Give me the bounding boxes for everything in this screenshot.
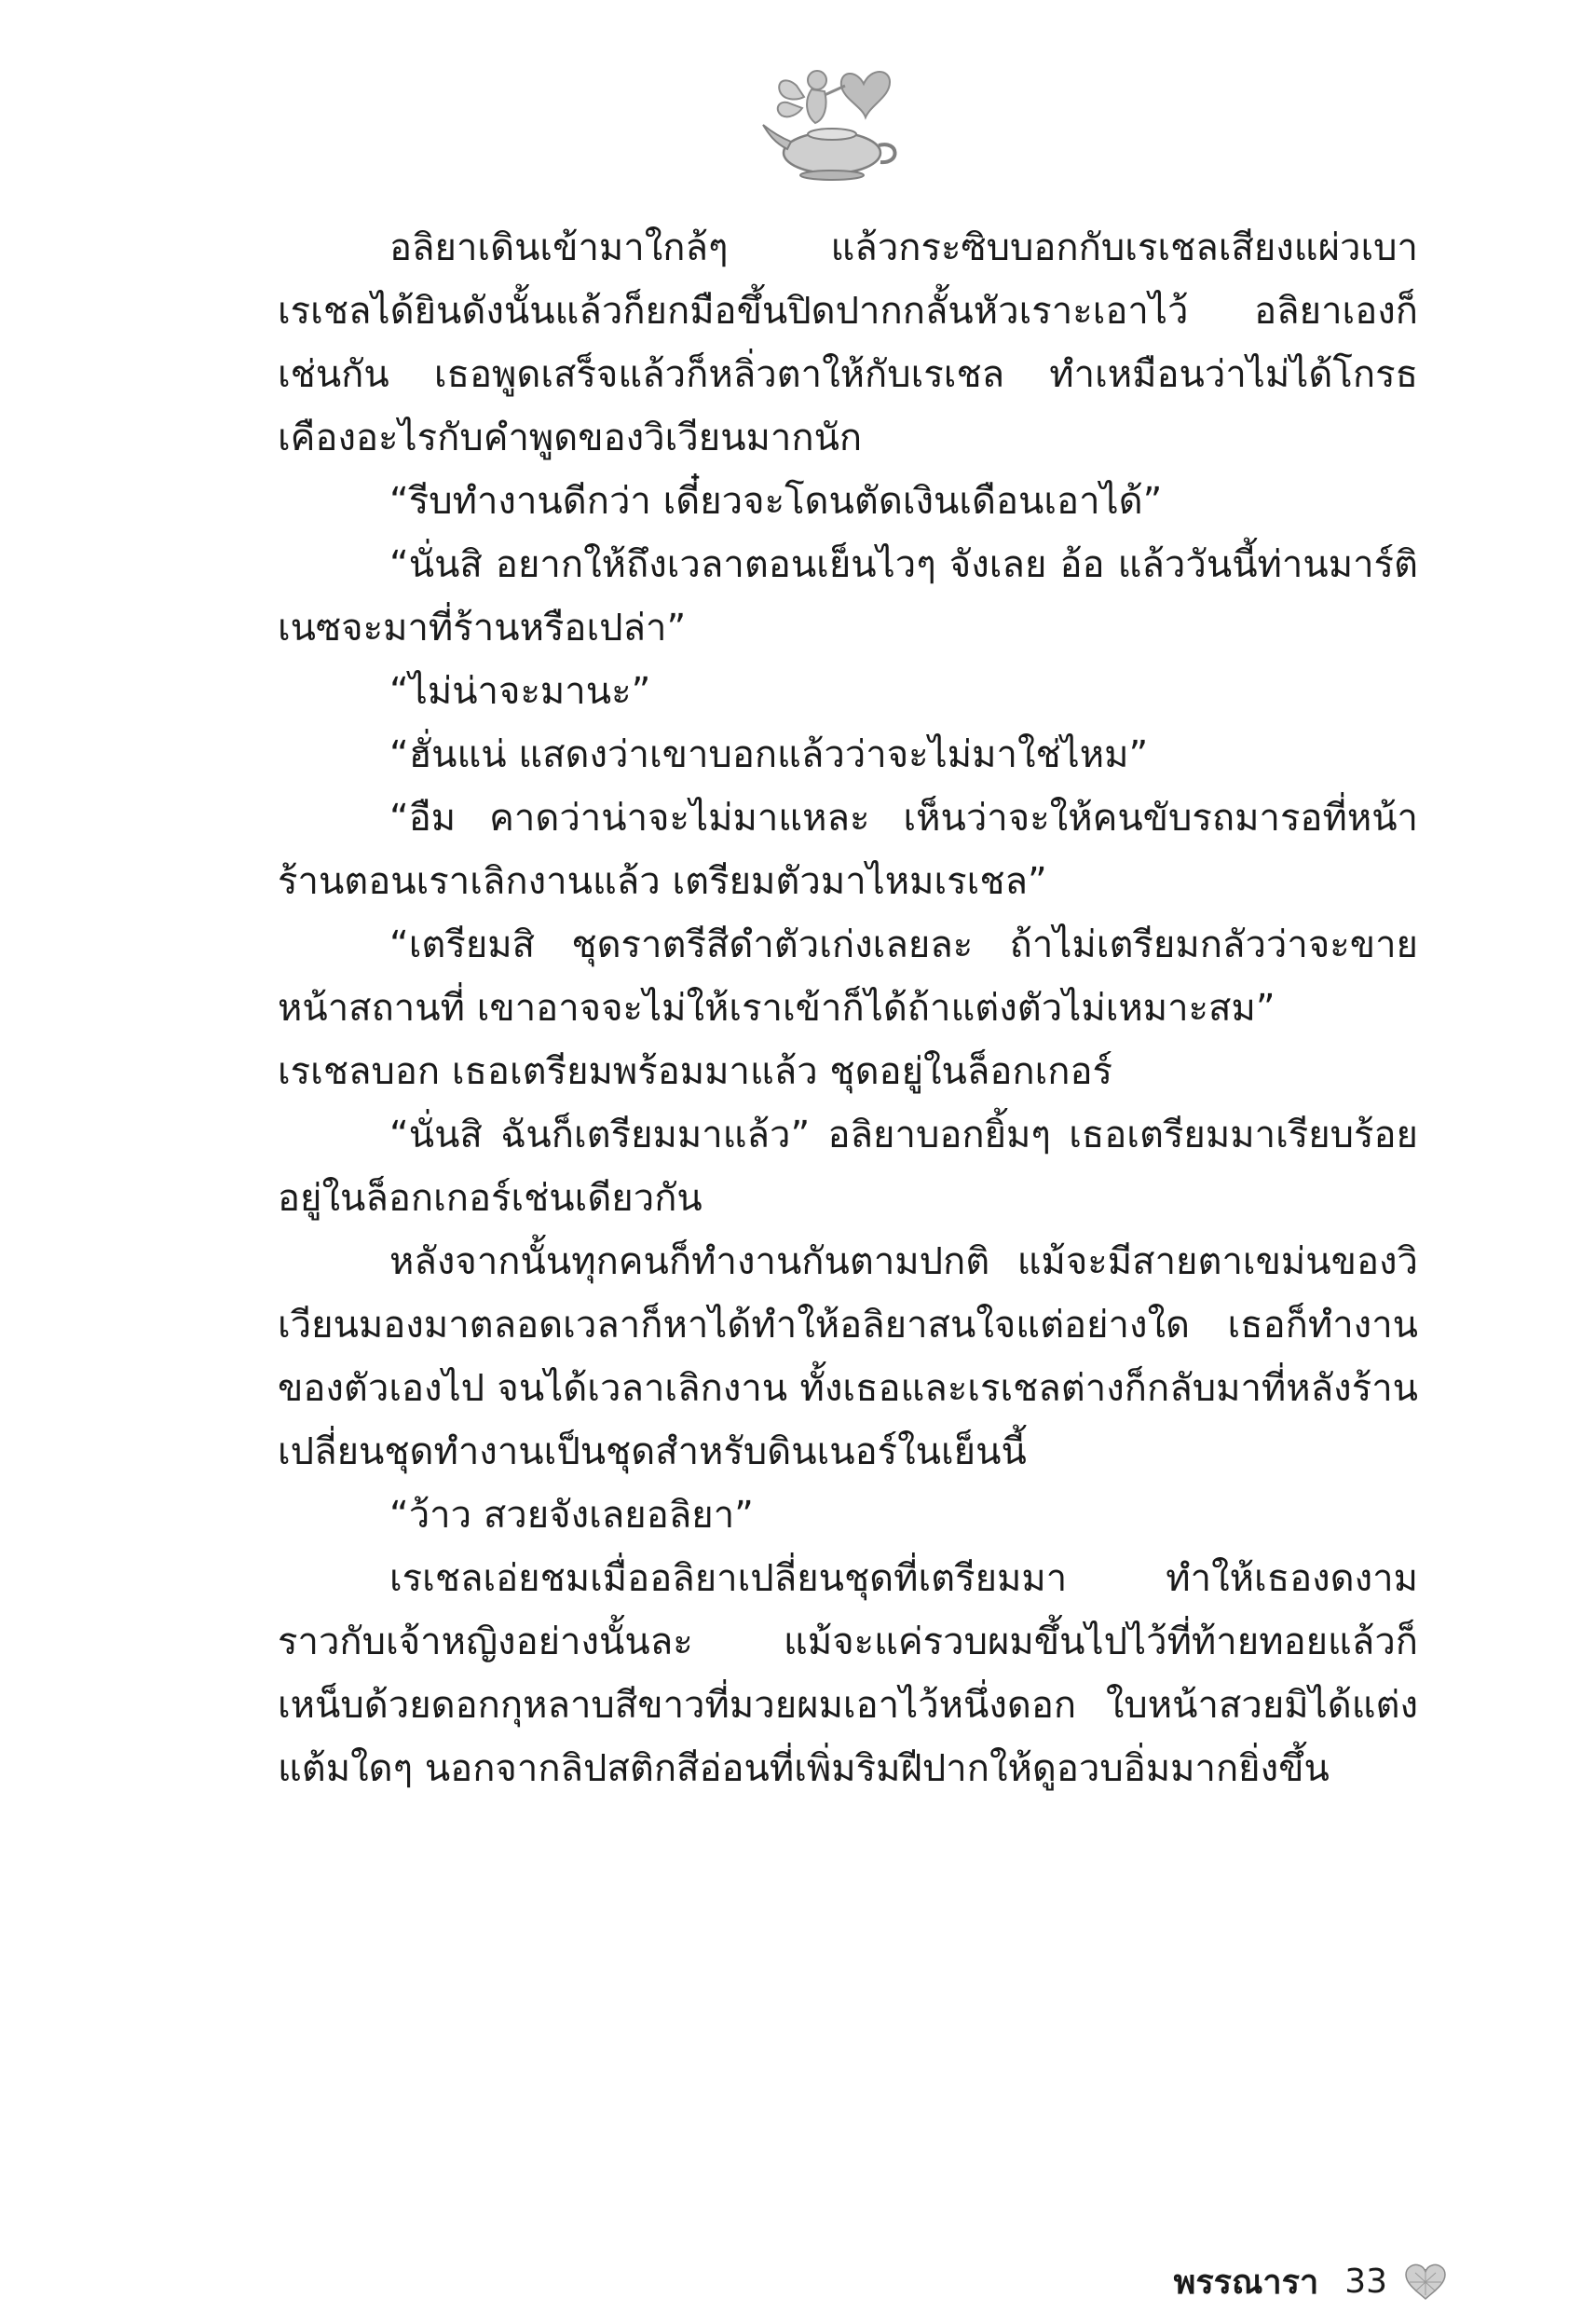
paragraph: เรเชลเอ่ยชมเมื่ออลิยาเปลี่ยนชุดที่เตรียมมา ทำให้เธองดงามราวกับเจ้าหญิงอย่างนั้นละ แม้จะแค่รวบผมขึ้นไปไว้ที่ท้ายทอยแล้วก็เหน็บด้วยดอกกุหลาบสีขาวที่มวยผมเอาไว้หนึ่งดอก ใบหน้าสวยมิได้แต่งแต้มใดๆ นอกจากลิปสติกสีอ่อนที่เพิ่มริมฝีปากให้ดูอวบอิ่มมากยิ่งขึ้น (278, 1557, 1418, 1790)
paragraph: “รีบทำงานดีกว่า เดี๋ยวจะโดนตัดเงินเดือนเอาได้” (389, 480, 1163, 523)
heart-ornament-icon (1404, 2263, 1447, 2301)
paragraph: “เตรียมสิ ชุดราตรีสีดำตัวเก่งเลยละ ถ้าไม่เตรียมกลัวว่าจะขายหน้าสถานที่ เขาอาจจะไม่ให้เราเข้าก็ได้ถ้าแต่งตัวไม่เหมาะสม” (278, 923, 1418, 1030)
book-title: พรรณารา (1173, 2263, 1319, 2302)
page-number: 33 (1344, 2263, 1387, 2301)
paragraph: “นั่นสิ อยากให้ถึงเวลาตอนเย็นไวๆ จังเลย อ้อ แล้ววันนี้ท่านมาร์ติเนซจะมาที่ร้านหรือเปล่า” (278, 543, 1418, 650)
teapot-cupid-ornament-icon (759, 48, 908, 188)
paragraph: “ไม่น่าจะมานะ” (389, 670, 651, 713)
page-footer (1174, 2255, 1447, 2308)
paragraph: หลังจากนั้นทุกคนก็ทำงานกันตามปกติ แม้จะมีสายตาเขม่นของวิเวียนมองมาตลอดเวลาก็หาได้ทำให้อลิยาสนใจแต่อย่างใด เธอก็ทำงานของตัวเองไป จนได้เวลาเลิกงาน ทั้งเธอและเรเชลต่างก็กลับมาที่หลังร้าน เปลี่ยนชุดทำงานเป็นชุดสำหรับดินเนอร์ในเย็นนี้ (278, 1240, 1418, 1473)
paragraph: เรเชลบอก เธอเตรียมพร้อมมาแล้ว ชุดอยู่ในล็อกเกอร์ (278, 1050, 1113, 1093)
paragraph: “ว้าว สวยจังเลยอลิยา” (389, 1494, 754, 1537)
paragraph: “นั่นสิ ฉันก็เตรียมมาแล้ว” อลิยาบอกยิ้มๆ เธอเตรียมมาเรียบร้อยอยู่ในล็อกเกอร์เช่นเดียวกัน (278, 1114, 1418, 1220)
paragraph: “ฮั่นแน่ แสดงว่าเขาบอกแล้วว่าจะไม่มาใช่ไหม” (389, 733, 1149, 776)
body-text (278, 216, 1418, 1800)
paragraph: “อืม คาดว่าน่าจะไม่มาแหละ เห็นว่าจะให้คนขับรถมารอที่หน้าร้านตอนเราเลิกงานแล้ว เตรียมตัวมาไหมเรเชล” (278, 797, 1418, 903)
paragraph: อลิยาเดินเข้ามาใกล้ๆ แล้วกระซิบบอกกับเรเชลเสียงแผ่วเบา เรเชลได้ยินดังนั้นแล้วก็ยกมือขึ้นปิดปากกลั้นหัวเราะเอาไว้ อลิยาเองก็เช่นกัน เธอพูดเสร็จแล้วก็หลิ่วตาให้กับเรเชล ทำเหมือนว่าไม่ได้โกรธเคืองอะไรกับคำพูดของวิเวียนมากนัก (278, 226, 1418, 459)
